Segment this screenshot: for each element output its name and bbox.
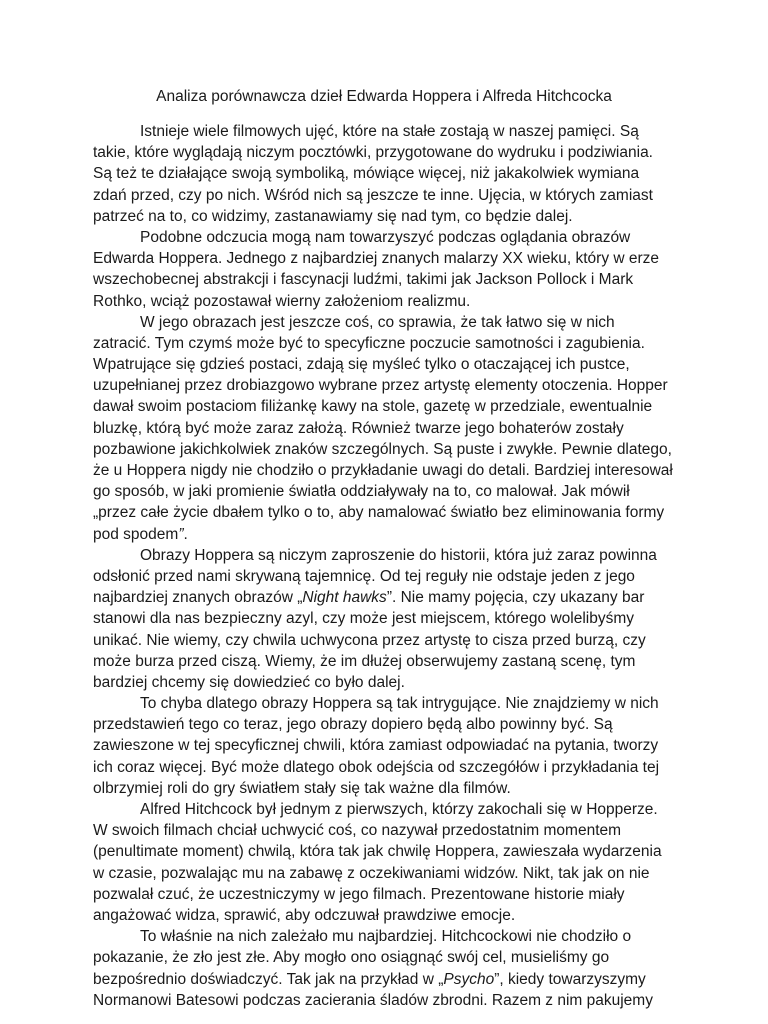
text-line [93, 799, 683, 820]
text-line [93, 990, 683, 1011]
text-line [93, 206, 683, 227]
text-line [93, 757, 683, 778]
text-line [93, 502, 683, 523]
text-line [93, 142, 683, 163]
text-run: W swoich filmach chciał uchwycić coś, co nazywał przedostatnim momentem [93, 822, 622, 840]
text-run: pod spodem [93, 525, 179, 543]
text-line [93, 545, 683, 566]
text-line [93, 587, 683, 608]
text-line [93, 291, 683, 312]
text-run: pokazanie, że zło jest złe. Aby mogło ono osiągnąć swój cel, musieliśmy go [93, 949, 610, 967]
text-line [93, 735, 683, 756]
text-line [93, 884, 683, 905]
text-run: angażować widza, sprawić, aby odczuwał prawdziwe emocje. [93, 906, 516, 924]
text-run: dawał swoim postaciom filiżankę kawy na stole, gazetę w przedziale, ewentualnie [93, 398, 653, 416]
text-run: To chyba dlatego obrazy Hoppera są tak intrygujące. Nie znajdziemy w nich [140, 695, 659, 713]
text-line [93, 269, 683, 290]
text-line [93, 905, 683, 926]
text-line [93, 947, 683, 968]
text-run: „przez całe życie dbałem tylko o to, aby namalować światło bez eliminowania formy [93, 504, 665, 522]
text-run: może burza przed ciszą. Wiemy, że im dłużej obserwujemy zastaną scenę, tym [93, 652, 636, 670]
text-line [93, 312, 683, 333]
italic-text: ” [178, 525, 184, 543]
text-run: go sposób, w jaki promienie światła oddziaływały na to, co malował. Jak mówił [93, 483, 630, 501]
text-run: bardziej chcemy się dowiedzieć co było dalej. [93, 673, 405, 691]
italic-text: Psycho [443, 970, 495, 988]
text-run: ich coraz więcej. Być może dlatego obok odejścia od szczegółów i przykładania tej [93, 758, 660, 776]
text-run: zawieszone w tej specyficznej chwili, która zamiast odpowiadać na pytania, tworzy [93, 737, 659, 755]
text-run: zatracić. Tym czymś może być to specyficzne poczucie samotności i zagubienia. [93, 334, 645, 352]
text-run: uzupełnianej przez drobiazgowo wybrane przez artystę elementy otoczenia. Hopper [93, 377, 668, 395]
text-run: bezpośrednio doświadczyć. Tak jak na przykład w „ [93, 970, 444, 988]
document-body [93, 121, 683, 1011]
text-run: pozbawione jakichkolwiek znaków szczególnych. Są puste i zwykłe. Pewnie dlatego, [93, 440, 672, 458]
text-line [93, 524, 683, 545]
text-run: Obrazy Hoppera są niczym zaproszenie do historii, która już zaraz powinna [140, 546, 657, 564]
text-line [93, 396, 683, 417]
text-line [93, 778, 683, 799]
text-run: (penultimate moment) chwilą, która tak jak chwilę Hoppera, zawieszała wydarzenia [93, 843, 662, 861]
text-line [93, 841, 683, 862]
text-run: ”. Nie mamy pojęcia, czy ukazany bar [386, 589, 645, 607]
text-run: unikać. Nie wiemy, czy chwila uchwycona przez artystę to cisza przed burzą, czy [93, 631, 646, 649]
text-line [93, 672, 683, 693]
text-run: To właśnie na nich zależało mu najbardziej. Hitchcockowi nie chodziło o [140, 928, 632, 946]
text-line [93, 630, 683, 651]
text-run: Są też te działające swoją symboliką, mówiące więcej, niż jakakolwiek wymiana [93, 165, 640, 183]
text-line [93, 714, 683, 735]
text-run: ”, kiedy towarzyszymy [494, 970, 646, 988]
text-line [93, 333, 683, 354]
text-line [93, 926, 683, 947]
italic-text: Night hawks [302, 589, 387, 607]
text-line [93, 608, 683, 629]
text-line [93, 163, 683, 184]
text-run: wszechobecnej abstrakcji i fascynacji ludźmi, takimi jak Jackson Pollock i Mark [93, 271, 634, 289]
text-run: Wpatrujące się gdzieś postaci, zdają się myśleć tylko o otaczającej ich pustce, [93, 356, 630, 374]
text-line [93, 863, 683, 884]
text-run: olbrzymiej roli do gry światłem stały się tak ważne dla filmów. [93, 779, 511, 797]
text-line [93, 227, 683, 248]
text-line [93, 566, 683, 587]
text-line [93, 651, 683, 672]
text-run: patrzeć na to, co widzimy, zastanawiamy się nad tym, co będzie dalej. [93, 207, 573, 225]
text-run: przedstawień tego co teraz, jego obrazy dopiero będą albo powinny być. Są [93, 716, 613, 734]
text-run: pozwalał czuć, że uczestniczymy w jego filmach. Prezentowane historie miały [93, 885, 625, 903]
text-run: że u Hoppera nigdy nie chodziło o przykładanie uwagi do detali. Bardziej interesował [93, 462, 673, 479]
text-run: stanowi dla nas bezpieczny azyl, czy może jest miejscem, którego wolelibyśmy [93, 610, 634, 628]
text-line [93, 820, 683, 841]
text-run: Alfred Hitchcock był jednym z pierwszych, którzy zakochali się w Hopperze. [140, 801, 658, 818]
text-line [93, 375, 683, 396]
text-run: odsłonić przed nami skrywaną tajemnicę. Od tej reguły nie odstaje jeden z jego [93, 567, 635, 585]
text-run: zdań przed, czy po nich. Wśród nich są jeszcze te inne. Ujęcia, w których zamiast [93, 186, 653, 204]
text-run: Rothko, wciąż pozostawał wierny założeniom realizmu. [93, 292, 471, 310]
document-title: Analiza porównawcza dzieł Edwarda Hoppera i Alfreda Hitchcocka [156, 88, 612, 105]
text-run: W jego obrazach jest jeszcze coś, co sprawia, że tak łatwo się w nich [140, 313, 615, 331]
text-line [93, 121, 683, 142]
text-run: najbardziej znanych obrazów „ [93, 589, 303, 607]
text-run: Istnieje wiele filmowych ujęć, które na stałe zostają w naszej pamięci. Są [140, 123, 639, 140]
text-run: w czasie, pozwalając mu na zabawę z oczekiwaniami widzów. Nikt, tak jak on nie [93, 864, 650, 882]
text-line [93, 460, 683, 481]
text-line [93, 969, 683, 990]
text-line [93, 185, 683, 206]
text-line [93, 418, 683, 439]
text-line [93, 693, 683, 714]
text-run: Podobne odczucia mogą nam towarzyszyć podczas oglądania obrazów [140, 228, 631, 246]
text-line [93, 248, 683, 269]
text-run: Edwarda Hoppera. Jednego z najbardziej znanych malarzy XX wieku, który w erze [93, 250, 660, 268]
text-line [93, 481, 683, 502]
text-run: Normanowi Batesowi podczas zacierania śladów zbrodni. Razem z nim pakujemy [93, 991, 653, 1009]
text-run: . [183, 525, 188, 543]
text-run: takie, które wyglądają niczym pocztówki, przygotowane do wydruku i podziwiania. [93, 144, 653, 162]
text-line [93, 354, 683, 375]
text-run: bluzkę, którą być może zaraz założą. Również twarze jego bohaterów zostały [93, 419, 624, 437]
text-line [93, 439, 683, 460]
